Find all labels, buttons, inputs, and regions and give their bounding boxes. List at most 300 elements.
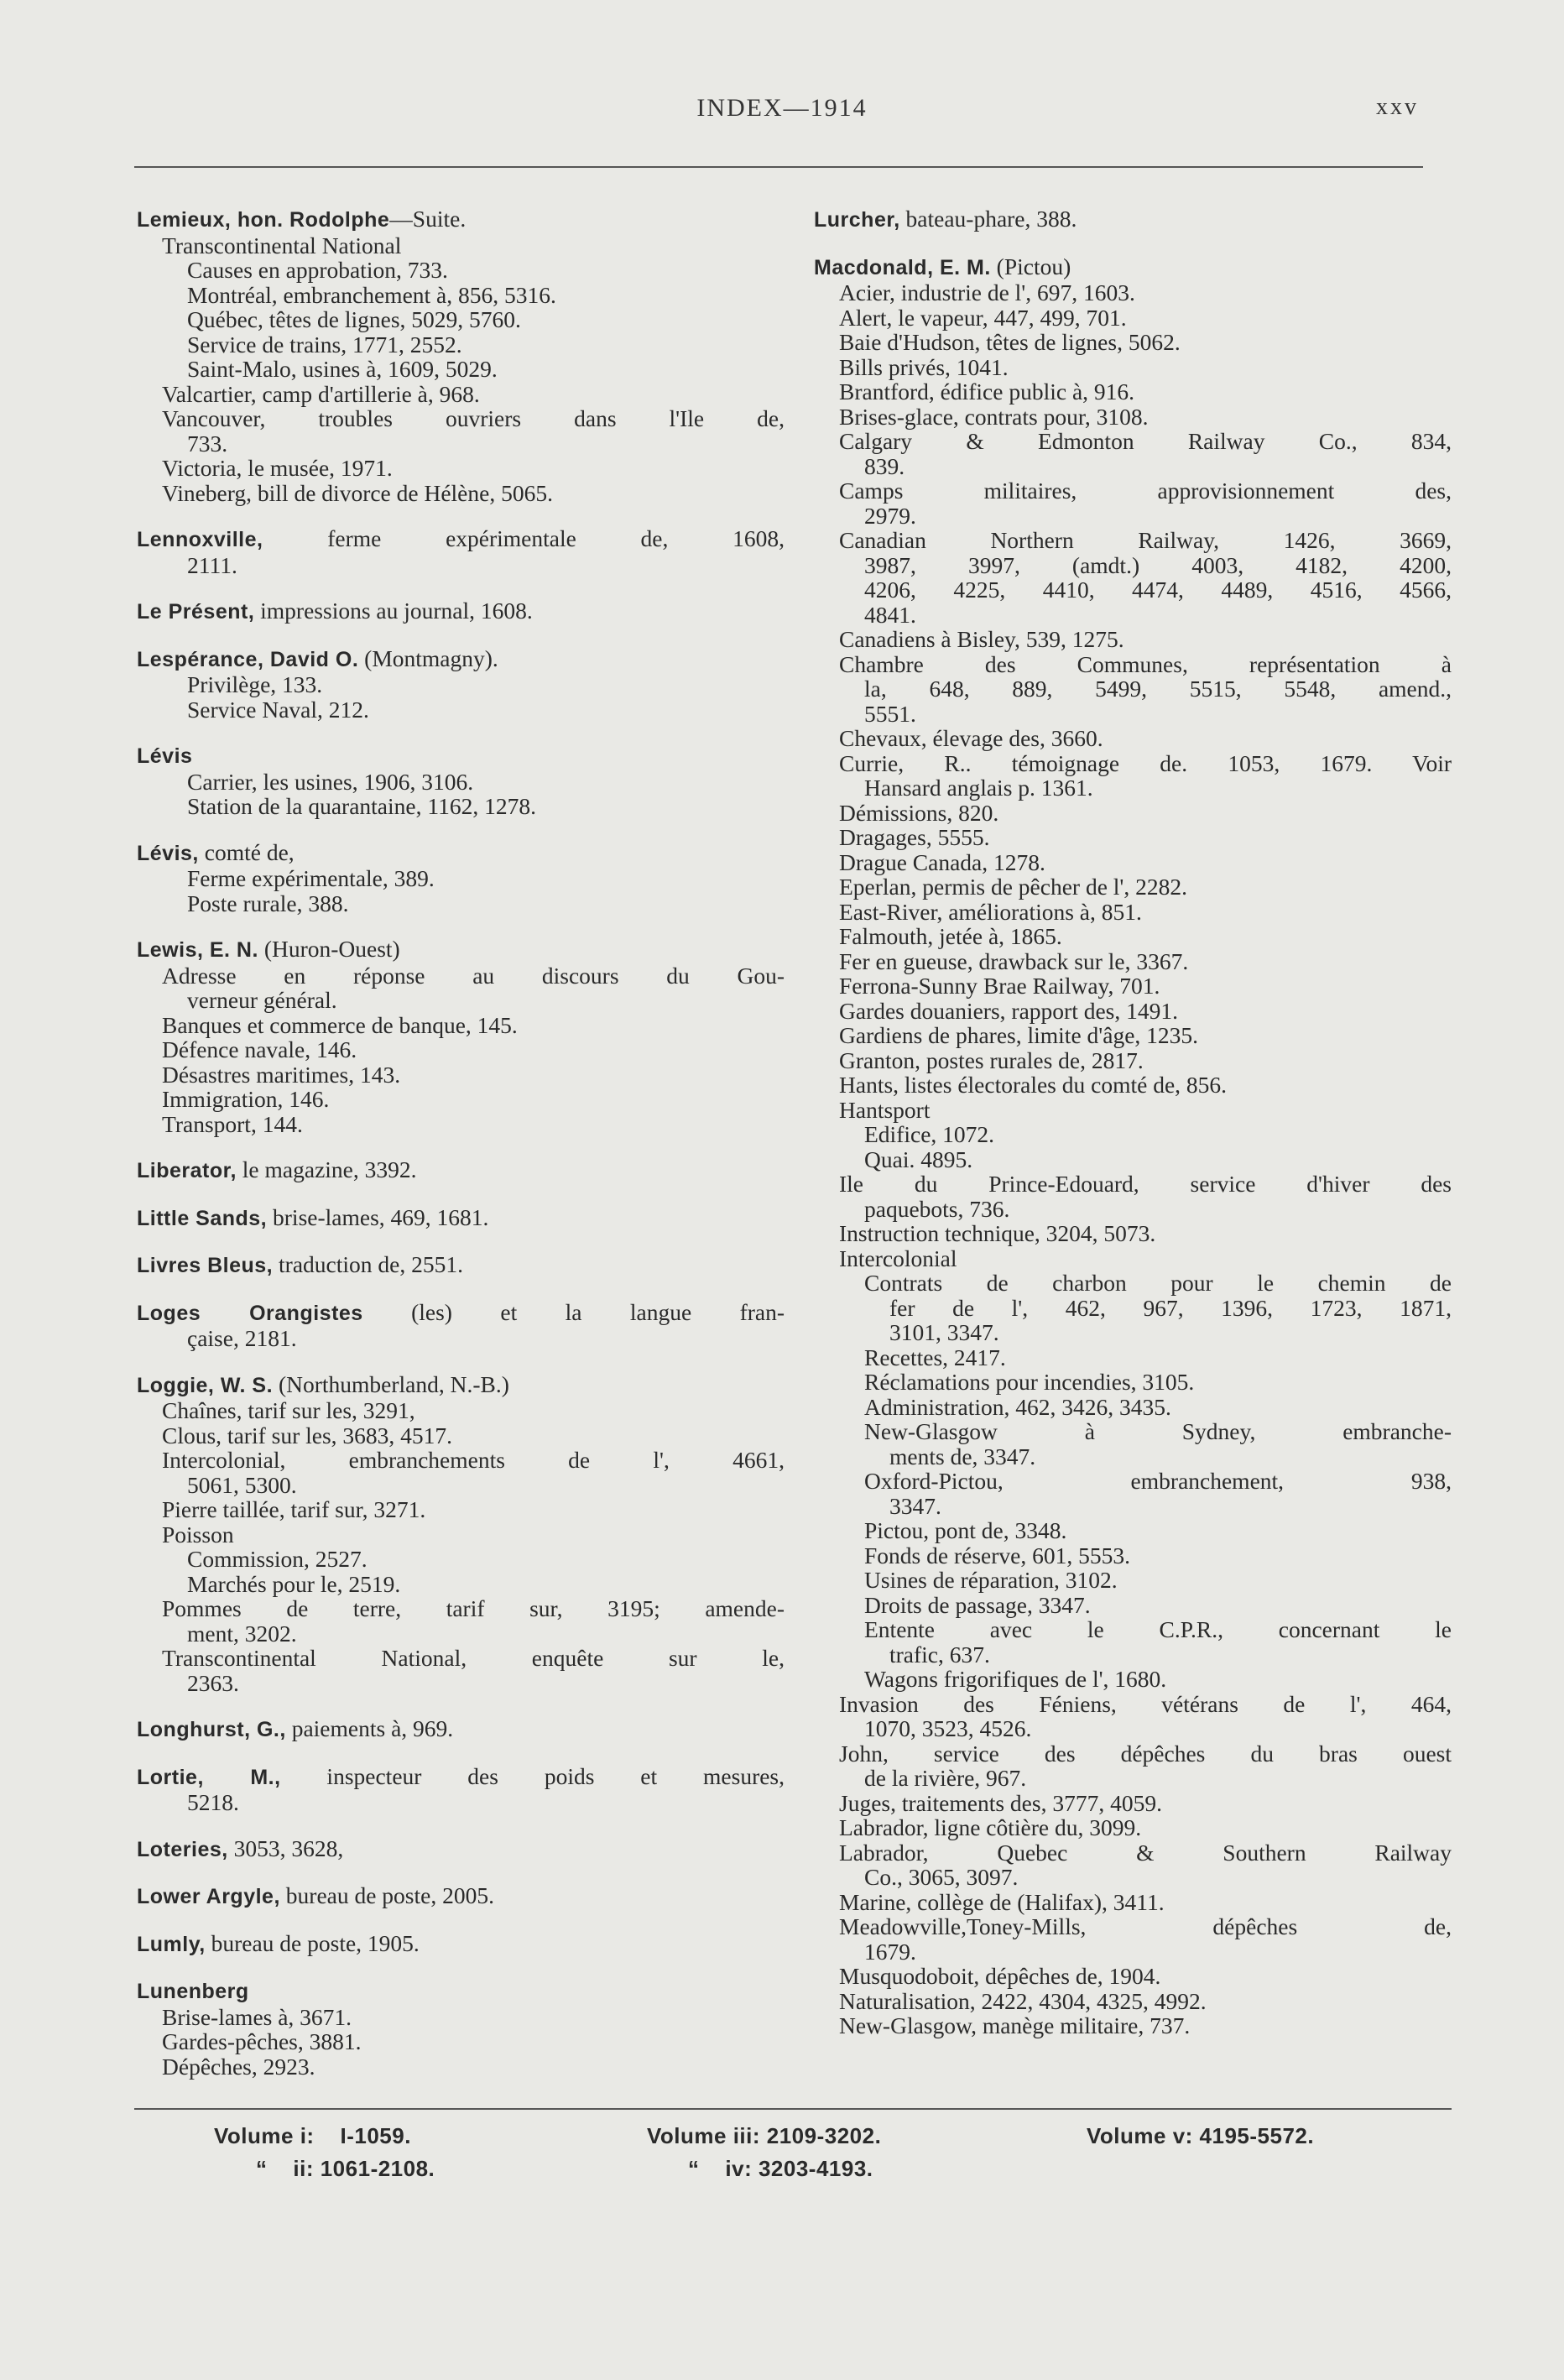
- index-entry-text: New-Glasgow à Sydney, embranche-: [864, 1418, 1452, 1444]
- index-entry-text: 3053, 3628,: [227, 1835, 344, 1861]
- index-entry-line: [814, 1271, 1452, 1296]
- index-line-text: [864, 1271, 1452, 1296]
- index-entry-text: Désastres maritimes, 143.: [162, 1061, 401, 1088]
- index-heading-line: [137, 743, 785, 770]
- index-entry-line: [137, 1062, 785, 1088]
- index-entry-text: Hants, listes électorales du comté de, 856.: [839, 1072, 1228, 1098]
- index-column-right: [814, 206, 1452, 2038]
- index-entry-text: Poste rurale, 388.: [187, 890, 349, 916]
- index-entry-line: [814, 1518, 1452, 1543]
- index-entry-line: [814, 1370, 1452, 1395]
- index-line-text: [839, 626, 1124, 652]
- index-line-text: [864, 1666, 1166, 1692]
- index-entry-text: Immigration, 146.: [162, 1086, 330, 1112]
- index-entry-text: Fer en gueuse, drawback sur le, 3367.: [839, 947, 1189, 974]
- index-entry-text: 5551.: [864, 700, 916, 727]
- index-line-text: [864, 1369, 1194, 1395]
- index-line-text: [137, 1977, 249, 2003]
- index-heading-name: Lespérance, David O.: [137, 647, 359, 671]
- index-line-text: [162, 406, 785, 431]
- index-entry-line: [814, 1494, 1452, 1519]
- index-line-text: [162, 455, 393, 481]
- index-line-text: [162, 1422, 452, 1448]
- index-entry-text: Edifice, 1072.: [864, 1121, 995, 1147]
- index-line-text: [187, 1472, 297, 1498]
- index-entry-text: —Suite.: [389, 206, 467, 232]
- index-line-text: [839, 899, 1142, 925]
- index-heading-name: Lower Argyle,: [137, 1885, 280, 1908]
- index-entry-text: Chambre des Communes, représentation à: [839, 650, 1452, 677]
- index-entry-text: Fonds de réserve, 601, 5553.: [864, 1542, 1130, 1568]
- index-line-text: [864, 602, 916, 628]
- volume-range-5: Volume v: 4195-5572.: [1087, 2123, 1315, 2148]
- index-entry-line: [137, 1112, 785, 1137]
- index-entry-line: [814, 355, 1452, 380]
- index-line-text: [162, 963, 785, 989]
- index-entry-line: [137, 1497, 785, 1522]
- index-entry-text: Alert, le vapeur, 447, 499, 701.: [839, 304, 1127, 331]
- index-entry-text: paiements à, 969.: [285, 1715, 454, 1741]
- index-line-text: [137, 1882, 494, 1908]
- index-entry-line: [137, 1087, 785, 1112]
- index-entry-text: paquebots, 736.: [864, 1195, 1010, 1222]
- index-heading-line: [137, 1372, 785, 1399]
- index-entry-text: Service de trains, 1771, 2552.: [187, 331, 462, 358]
- index-entry-text: comté de,: [198, 838, 295, 865]
- index-entry-text: verneur général.: [187, 987, 337, 1013]
- index-line-text: [839, 429, 1452, 454]
- index-entry-text: Transcontinental National: [162, 232, 402, 258]
- index-entry-text: fer de l', 462, 967, 1396, 1723, 1871,: [889, 1294, 1452, 1321]
- volume-range-4: “ iv: 3203-4193.: [688, 2156, 873, 2181]
- index-entry-line: [814, 305, 1452, 331]
- index-entry-text: Ferme expérimentale, 389.: [187, 865, 435, 891]
- index-entry-text: Juges, traitements des, 3777, 4059.: [839, 1789, 1162, 1816]
- index-entry-line: [137, 1326, 785, 1351]
- index-entry-line: [814, 1419, 1452, 1444]
- index-line-text: [162, 2054, 315, 2080]
- index-entry-text: Montréal, embranchement à, 856, 5316.: [187, 281, 556, 308]
- index-entry-line: [814, 1320, 1452, 1345]
- index-entry-line: [137, 1037, 785, 1062]
- index-entry-line: [814, 751, 1452, 776]
- index-line-text: [839, 874, 1187, 900]
- index-entry-line: [137, 1572, 785, 1597]
- index-entry-text: bateau-phare, 388.: [899, 206, 1077, 232]
- index-entry-line: [814, 874, 1452, 900]
- index-line-text: [839, 1840, 1452, 1866]
- index-entry-text: Gardes-pêches, 3881.: [162, 2028, 362, 2054]
- index-entry-text: trafic, 637.: [889, 1641, 990, 1668]
- index-entry-text: (Huron-Ouest): [258, 936, 400, 962]
- index-line-text: [839, 1072, 1227, 1098]
- index-line-text: [839, 948, 1188, 974]
- index-line-text: [839, 652, 1452, 677]
- index-entry-text: Camps militaires, approvisionnement des,: [839, 478, 1452, 504]
- index-entry-line: [814, 1815, 1452, 1840]
- index-line-text: [162, 381, 480, 407]
- index-line-text: [839, 998, 1178, 1024]
- index-entry-line: [137, 307, 785, 332]
- index-heading-line: [137, 646, 785, 673]
- page-title: INDEX—1914: [696, 94, 868, 122]
- index-entry-text: Eperlan, permis de pêcher de l', 2282.: [839, 874, 1188, 900]
- index-entry-text: Brises-glace, contrats pour, 3108.: [839, 403, 1149, 430]
- index-entry-text: Pommes de terre, tarif sur, 3195; amende-: [162, 1595, 785, 1621]
- index-entry-text: Oxford-Pictou, embranchement, 938,: [864, 1468, 1452, 1494]
- index-entry-line: [137, 553, 785, 578]
- index-line-text: [137, 742, 192, 768]
- index-line-text: [187, 431, 227, 457]
- index-line-text: [864, 453, 905, 479]
- index-entry-text: Drague Canada, 1278.: [839, 848, 1045, 875]
- index-entry-text: 5061, 5300.: [187, 1471, 297, 1498]
- index-entry-line: [137, 456, 785, 481]
- index-entry-text: Vancouver, troubles ouvriers dans l'Ile de,: [162, 405, 785, 431]
- index-line-text: [137, 1764, 785, 1791]
- index-line-text: [839, 1220, 1155, 1246]
- index-entry-line: [814, 1865, 1452, 1890]
- index-entry-line: [814, 1642, 1452, 1668]
- index-heading-name: Lévis: [137, 744, 193, 768]
- index-entry-line: [814, 1172, 1452, 1197]
- index-entry-line: [814, 850, 1452, 875]
- index-entry-text: Recettes, 2417.: [864, 1344, 1006, 1370]
- index-heading-line: [137, 840, 785, 867]
- index-heading-name: Lennoxville,: [137, 528, 263, 551]
- index-entry-text: bureau de poste, 2005.: [279, 1882, 494, 1908]
- index-entry-line: [814, 1667, 1452, 1692]
- index-entry-text: Intercolonial, embranchements de l', 4661,: [162, 1447, 785, 1473]
- index-line-text: [162, 1596, 785, 1621]
- index-entry-line: [137, 1790, 785, 1815]
- index-line-text: [187, 257, 448, 283]
- index-entry-text: impressions au journal, 1608.: [254, 598, 533, 624]
- index-line-text: [839, 1097, 930, 1123]
- index-line-text: [162, 1448, 785, 1473]
- index-heading-name: Longhurst, G.,: [137, 1718, 286, 1741]
- index-heading-name: Le Présent,: [137, 600, 255, 624]
- index-line-text: [864, 1542, 1130, 1568]
- index-line-text: [864, 1939, 916, 1965]
- index-entry-line: [814, 1469, 1452, 1494]
- index-line-text: [839, 1814, 1141, 1840]
- index-line-text: [162, 232, 401, 258]
- index-entry-text: Clous, tarif sur les, 3683, 4517.: [162, 1422, 453, 1448]
- index-entry-line: [814, 1345, 1452, 1370]
- index-entry-line: [814, 1122, 1452, 1147]
- index-entry-line: [814, 1048, 1452, 1073]
- index-line-text: [839, 354, 1009, 380]
- index-entry-text: Instruction technique, 3204, 5073.: [839, 1220, 1156, 1246]
- index-entry-line: [814, 429, 1452, 454]
- index-line-text: [839, 1172, 1452, 1197]
- page-number: xxv: [1376, 94, 1419, 120]
- index-line-text: [187, 987, 337, 1013]
- index-entry-line: [814, 330, 1452, 355]
- index-line-text: [162, 1646, 785, 1671]
- index-heading-name: Lurcher,: [814, 208, 900, 232]
- index-entry-line: [814, 1989, 1452, 2014]
- index-entry-text: Labrador, ligne côtière du, 3099.: [839, 1814, 1142, 1840]
- index-entry-text: 4841.: [864, 601, 916, 628]
- volume-range-2: “ ii: 1061-2108.: [256, 2156, 435, 2181]
- index-heading-line: [137, 1716, 785, 1743]
- index-line-text: [889, 1296, 1452, 1321]
- index-entry-text: Brantford, édifice public à, 916.: [839, 378, 1135, 404]
- index-line-text: [187, 331, 462, 358]
- index-entry-text: brise-lames, 469, 1681.: [267, 1203, 489, 1230]
- index-entry-line: [814, 2013, 1452, 2038]
- index-entry-text: Brise-lames à, 3671.: [162, 2003, 352, 2030]
- index-line-text: [187, 552, 237, 578]
- index-entry-text: 5218.: [187, 1789, 239, 1815]
- index-entry-line: [814, 478, 1452, 504]
- index-line-text: [889, 1319, 999, 1345]
- index-heading-line: [814, 254, 1452, 281]
- index-line-text: [864, 1765, 1026, 1791]
- index-heading-name: Lévis,: [137, 841, 199, 865]
- index-line-text: [864, 1419, 1452, 1444]
- index-entry-line: [137, 1621, 785, 1647]
- volume-range-3: Volume iii: 2109-3202.: [647, 2123, 882, 2148]
- index-line-text: [839, 923, 1062, 949]
- index-entry-text: Co., 3065, 3097.: [864, 1864, 1019, 1890]
- index-entry-text: Marchés pour le, 2519.: [187, 1570, 401, 1597]
- index-entry-line: [137, 1448, 785, 1473]
- index-entry-text: 2979.: [864, 502, 916, 529]
- index-entry-text: John, service des dépêches du bras ouest: [839, 1740, 1452, 1767]
- index-entry-line: [137, 891, 785, 916]
- index-entry-text: 3347.: [889, 1492, 941, 1519]
- index-line-text: [864, 701, 916, 727]
- index-entry-line: [814, 1246, 1452, 1271]
- index-entry-line: [137, 332, 785, 358]
- index-entry-text: 2363.: [187, 1669, 239, 1696]
- index-heading-name: Loteries,: [137, 1837, 228, 1861]
- index-entry-line: [137, 1522, 785, 1548]
- index-entry-text: Hansard anglais p. 1361.: [864, 775, 1093, 801]
- index-line-text: [162, 1086, 329, 1112]
- index-entry-line: [814, 1073, 1452, 1098]
- index-heading-line: [137, 1836, 785, 1863]
- index-line-text: [864, 1121, 994, 1147]
- index-line-text: [839, 1741, 1452, 1767]
- index-heading-line: [137, 1157, 785, 1184]
- index-entry-line: [814, 379, 1452, 404]
- index-entry-text: (Pictou): [990, 253, 1071, 279]
- index-entry-text: 3101, 3347.: [889, 1319, 999, 1345]
- index-line-text: [187, 1325, 297, 1351]
- index-heading-line: [137, 1205, 785, 1232]
- index-heading-name: Lemieux, hon. Rodolphe: [137, 208, 390, 232]
- index-heading-name: Lortie, M.,: [137, 1765, 281, 1789]
- index-line-text: [162, 480, 553, 506]
- index-line-text: [137, 206, 466, 232]
- index-entry-text: 1679.: [864, 1938, 916, 1965]
- index-entry-text: 3987, 3997, (amdt.) 4003, 4182, 4200,: [864, 551, 1452, 578]
- index-entry-text: Pierre taillée, tarif sur, 3271.: [162, 1496, 426, 1522]
- index-entry-line: [137, 866, 785, 891]
- index-heading-line: [137, 937, 785, 963]
- index-entry-text: Invasion des Féniens, vétérans de l', 464,: [839, 1690, 1452, 1717]
- index-entry-text: Valcartier, camp d'artillerie à, 968.: [162, 380, 480, 407]
- index-entry-line: [814, 280, 1452, 305]
- index-heading-line: [137, 1883, 785, 1910]
- index-line-text: [839, 824, 989, 850]
- index-entry-line: [814, 1444, 1452, 1469]
- index-line-text: [889, 1443, 1035, 1469]
- index-entry-line: [814, 999, 1452, 1024]
- index-heading-name: Lunenberg: [137, 1980, 249, 2003]
- index-entry-line: [137, 1398, 785, 1423]
- index-entry-line: [137, 1596, 785, 1621]
- index-entry-text: bureau de poste, 1905.: [205, 1929, 420, 1956]
- index-entry-line: [137, 963, 785, 989]
- index-entry-text: Dépêches, 2923.: [162, 2053, 315, 2080]
- index-heading-name: Liberator,: [137, 1159, 237, 1182]
- index-entry-line: [137, 406, 785, 431]
- index-line-text: [162, 1036, 357, 1062]
- index-entry-line: [137, 794, 785, 819]
- index-entry-line: [814, 924, 1452, 949]
- index-entry-text: ment, 3202.: [187, 1620, 297, 1647]
- index-line-text: [839, 2012, 1190, 2038]
- index-entry-line: [814, 1791, 1452, 1816]
- index-line-text: [187, 1789, 239, 1815]
- index-line-text: [814, 206, 1077, 232]
- index-entry-line: [137, 2005, 785, 2030]
- index-line-text: [839, 1988, 1207, 2014]
- index-entry-text: Bills privés, 1041.: [839, 353, 1009, 380]
- index-line-text: [162, 1062, 400, 1088]
- index-entry-text: Wagons frigorifiques de l', 1680.: [864, 1666, 1167, 1692]
- index-entry-line: [814, 1840, 1452, 1866]
- index-entry-text: Station de la quarantaine, 1162, 1278.: [187, 793, 536, 819]
- index-line-text: [187, 282, 556, 308]
- index-heading-line: [137, 206, 785, 233]
- index-entry-text: Québec, têtes de lignes, 5029, 5760.: [187, 306, 521, 332]
- index-entry-line: [814, 1741, 1452, 1767]
- index-line-text: [137, 1156, 417, 1182]
- index-entry-text: Quai. 4895.: [864, 1146, 973, 1172]
- index-entry-text: Pictou, pont de, 3348.: [864, 1517, 1067, 1543]
- index-entry-line: [137, 283, 785, 308]
- index-entry-text: la, 648, 889, 5499, 5515, 5548, amend.,: [864, 676, 1452, 702]
- index-heading-line: [137, 1764, 785, 1791]
- index-entry-text: Musquodoboit, dépêches de, 1904.: [839, 1963, 1161, 1989]
- index-line-text: [162, 1397, 415, 1423]
- index-entry-text: Marine, collège de (Halifax), 3411.: [839, 1888, 1165, 1915]
- header-rule: [134, 166, 1423, 168]
- index-line-text: [187, 1546, 368, 1572]
- index-line-text: [889, 1641, 990, 1668]
- index-entry-text: East-River, améliorations à, 851.: [839, 898, 1142, 925]
- index-line-text: [839, 378, 1134, 404]
- index-entry-text: Causes en approbation, 733.: [187, 257, 448, 283]
- index-entry-text: 2111.: [187, 551, 237, 578]
- index-line-text: [864, 775, 1093, 801]
- index-line-text: [839, 329, 1181, 355]
- index-entry-text: New-Glasgow, manège militaire, 737.: [839, 2012, 1191, 2038]
- index-entry-text: Gardiens de phares, limite d'âge, 1235.: [839, 1022, 1199, 1048]
- index-entry-line: [814, 404, 1452, 430]
- index-entry-text: Victoria, le musée, 1971.: [162, 455, 393, 481]
- index-entry-text: Poisson: [162, 1521, 234, 1548]
- index-line-text: [839, 1963, 1160, 1989]
- index-line-text: [162, 1496, 425, 1522]
- index-line-text: [864, 503, 916, 529]
- index-line-text: [137, 1715, 453, 1741]
- index-line-text: [839, 1790, 1162, 1816]
- index-entry-text: Adresse en réponse au discours du Gou-: [162, 962, 785, 989]
- index-entry-line: [137, 258, 785, 283]
- index-line-text: [137, 526, 785, 553]
- index-line-text: [864, 1394, 1171, 1420]
- index-entry-line: [814, 1914, 1452, 1939]
- index-entry-line: [814, 1593, 1452, 1618]
- index-entry-line: [137, 697, 785, 723]
- index-line-text: [864, 1617, 1452, 1642]
- index-entry-line: [137, 1646, 785, 1671]
- index-entry-text: Canadian Northern Railway, 1426, 3669,: [839, 527, 1452, 553]
- index-entry-text: Chevaux, élevage des, 3660.: [839, 725, 1103, 751]
- index-entry-text: traduction de, 2551.: [273, 1251, 463, 1277]
- index-line-text: [864, 577, 1452, 603]
- index-entry-line: [814, 528, 1452, 553]
- index-entry-text: Service Naval, 212.: [187, 696, 369, 723]
- index-line-text: [187, 793, 536, 819]
- index-entry-line: [137, 2029, 785, 2054]
- index-entry-line: [814, 1543, 1452, 1568]
- index-entry-line: [137, 672, 785, 697]
- index-heading-name: Little Sands,: [137, 1206, 268, 1230]
- index-entry-line: [814, 676, 1452, 702]
- index-line-text: [137, 1300, 785, 1327]
- index-entry-line: [137, 2054, 785, 2080]
- index-line-text: [839, 404, 1149, 430]
- index-column-left: [137, 206, 785, 2079]
- index-entry-line: [814, 1221, 1452, 1246]
- index-line-text: [137, 1251, 463, 1277]
- index-line-text: [137, 598, 533, 624]
- index-entry-text: Saint-Malo, usines à, 1609, 5029.: [187, 356, 498, 382]
- index-entry-line: [814, 1766, 1452, 1791]
- index-entry-text: Currie, R.. témoignage de. 1053, 1679. Voir: [839, 749, 1452, 776]
- index-entry-text: Démissions, 820.: [839, 799, 999, 826]
- index-line-text: [137, 645, 498, 671]
- index-entry-text: ferme expérimentale de, 1608,: [263, 525, 785, 551]
- index-entry-text: Baie d'Hudson, têtes de lignes, 5062.: [839, 329, 1181, 355]
- index-entry-text: Falmouth, jetée à, 1865.: [839, 923, 1062, 949]
- index-entry-line: [814, 454, 1452, 479]
- index-entry-text: (Montmagny).: [358, 645, 498, 671]
- index-line-text: [864, 1146, 972, 1172]
- index-entry-text: Granton, postes rurales de, 2817.: [839, 1046, 1144, 1073]
- index-entry-text: 1070, 3523, 4526.: [864, 1715, 1032, 1741]
- index-entry-text: Ferrona-Sunny Brae Railway, 701.: [839, 973, 1160, 999]
- index-line-text: [187, 865, 435, 891]
- index-line-text: [864, 1864, 1018, 1890]
- index-line-text: [137, 1835, 343, 1861]
- index-entry-text: Ile du Prince-Edouard, service d'hiver des: [839, 1171, 1452, 1197]
- index-entry-line: [137, 1671, 785, 1696]
- index-entry-line: [814, 949, 1452, 974]
- index-entry-text: Calgary & Edmonton Railway Co., 834,: [839, 428, 1452, 454]
- index-line-text: [187, 1621, 297, 1647]
- index-entry-text: Usines de réparation, 3102.: [864, 1567, 1118, 1593]
- index-entry-line: [137, 1423, 785, 1448]
